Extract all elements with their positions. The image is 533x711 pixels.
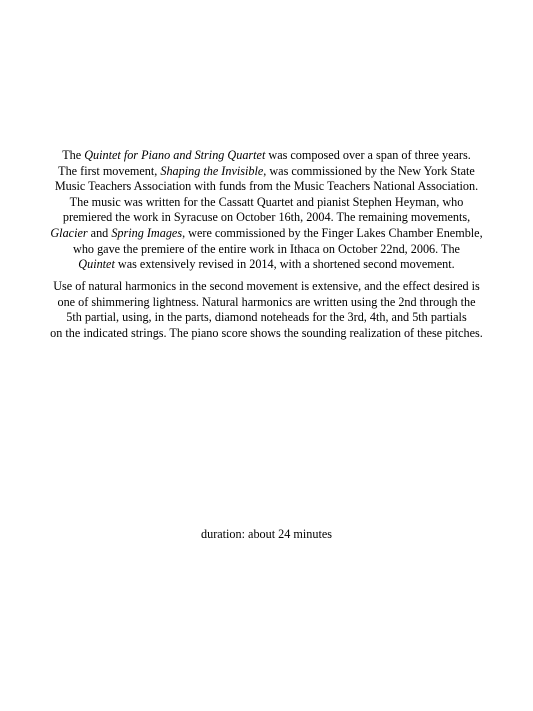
text-run: was composed over a span of three years. xyxy=(265,148,471,162)
text-line: The music was written for the Cassatt Quartet and pianist Stephen Heyman, who xyxy=(69,194,464,209)
text-line xyxy=(40,164,493,180)
text-line xyxy=(40,226,493,242)
program-note-paragraph-1 xyxy=(40,148,493,273)
text-line: who gave the premiere of the entire work in Ithaca on October 22nd, 2006. The xyxy=(73,241,460,256)
text-line xyxy=(40,148,493,164)
duration-text: duration: about 24 minutes xyxy=(201,527,332,541)
text-run: was extensively revised in 2014, with a shortened second movement. xyxy=(114,257,455,272)
work-title: Quintet for Piano and String Quartet xyxy=(84,148,266,162)
text-run: and xyxy=(87,225,112,240)
text-run: The xyxy=(62,148,85,162)
movement-title: Spring Images xyxy=(111,225,183,240)
text-line: on the indicated strings. The piano score shows the sounding realization of these pitches. xyxy=(50,325,483,340)
text-run: , was commissioned by the New York State xyxy=(263,163,475,178)
text-line: Music Teachers Association with funds from the Music Teachers National Association. xyxy=(54,179,479,194)
program-note-paragraph-2 xyxy=(40,279,493,341)
text-line: premiered the work in Syracuse on October 16th, 2004. The remaining movements, xyxy=(62,210,471,225)
text-line xyxy=(40,257,493,273)
text-run: The first movement, xyxy=(58,163,161,178)
movement-title: Glacier xyxy=(50,225,88,240)
text-line: one of shimmering lightness. Natural harmonics are written using the 2nd through the xyxy=(57,294,476,309)
text-run: , were commissioned by the Finger Lakes Chamber Enemble, xyxy=(182,225,483,240)
text-line: Use of natural harmonics in the second movement is extensive, and the effect desired is xyxy=(53,279,480,293)
text-line: 5th partial, using, in the parts, diamond noteheads for the 3rd, 4th, and 5th partials xyxy=(66,310,467,325)
work-title: Quintet xyxy=(78,257,115,272)
movement-title: Shaping the Invisible xyxy=(160,163,264,178)
